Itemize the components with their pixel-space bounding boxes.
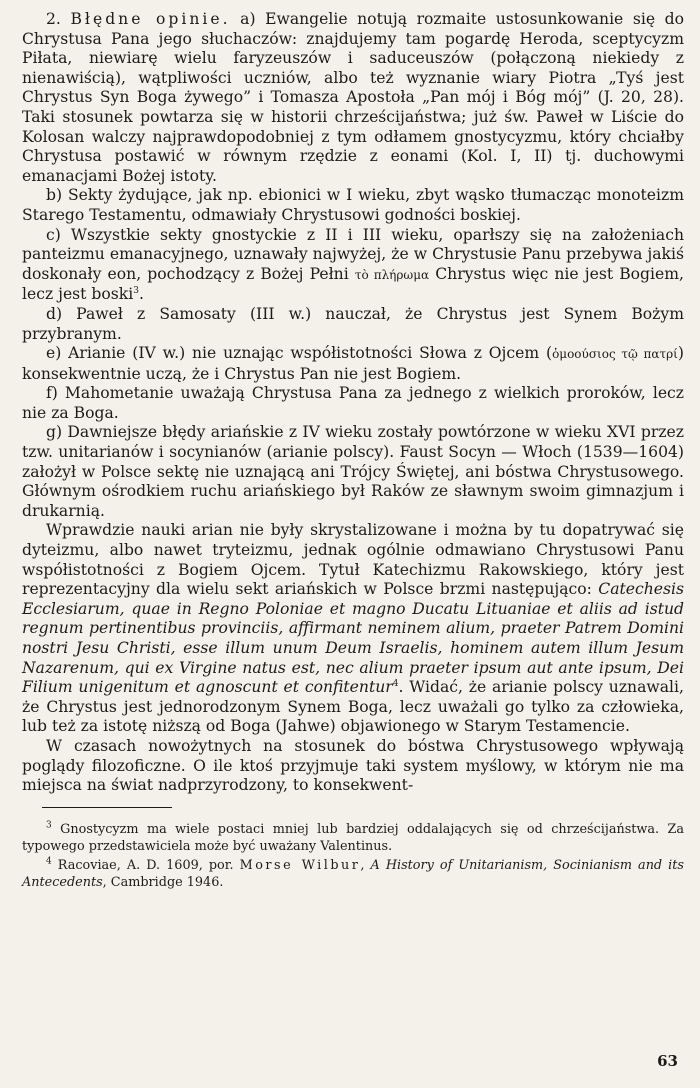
paragraph-c-gnostics <box>22 226 684 305</box>
paragraph-b-ebionites: b) Sekty żydujące, jak np. ebionici w I wieku, zbyt wąsko tłumacząc monoteizm Starego Testamentu, odmawiały Chrystusowi godności boskiej. <box>22 186 684 224</box>
paragraph-f-muslims: f) Mahometanie uważają Chrystusa Pana za jednego z wielkich proroków, lecz nie za Boga. <box>22 384 684 422</box>
paragraph-g-unitarians: g) Dawniejsze błędy ariańskie z IV wieku zostały powtórzone w wieku XVI przez tzw. unitarianów i socynianów (arianie polscy). Faust Socyn — Włoch (1539—1604) założył w Polsce sektę nie uznającą ani Trójcy Świętej, ani bóstwa Chrystusowego. Głównym ośrodkiem ruchu ariańskiego był Raków ze sławnym swoim gimnazjum i drukarnią. <box>22 423 684 520</box>
page-number: 63 <box>657 1052 678 1070</box>
paragraph-text: c) Wszystkie sekty gnostyckie z II i III wieku, oparłszy się na założeniach panteizmu emanacyjnego, uznawały najwyżej, że w Chrystusie Panu przebywa jakiś doskonały eon, pochodzący z Bożej Pełni <box>22 225 684 283</box>
footnotes <box>22 821 684 891</box>
paragraph-text: . <box>138 285 144 304</box>
footnote-text: , <box>360 857 371 873</box>
latin-title: Catechesis Ecclesiarum, quae in Regno Poloniae et magno Ducatu Lituaniae et aliis ad istud regnum pertinentibus provinciis, affirmant neminem alium, praeter Patrem Domini nostri Jesu Christi, esse illum unum Deum Israelis, hominem autem illum Jesum Nazarenum, qui ex Virgine natus est, nec alium praeter ipsum aut ante ipsum, Dei Filium unigenitum et agnoscunt et confitentur <box>22 580 684 697</box>
paragraph-modern-times: W czasach nowożytnych na stosunek do bóstwa Chrystusowego wpływają poglądy filozoficzne. O ile ktoś przyjmuje taki system myślowy, w którym nie ma miejsca na świat nadprzyrodzony, to konsekwent- <box>22 736 684 795</box>
footnote-number: 3 <box>46 820 52 831</box>
footnote-3 <box>22 821 684 855</box>
footnote-number: 4 <box>46 856 52 867</box>
footnote-4 <box>22 857 684 891</box>
paragraph-arian-teachings <box>22 521 684 737</box>
footnote-ref-3[interactable]: 3 <box>133 286 139 297</box>
paragraph-text: . Widać, że arianie polscy uznawali, że Chrystus jest jednorodzonym Synem Boga, lecz uważali go tylko za człowieka, lub też za istotę niższą od Boga (Jahwe) objawionego w Starym Testamencie. <box>22 678 684 736</box>
footnote-text: , Cambridge 1946. <box>102 874 224 890</box>
paragraph-text: a) Ewangelie notują rozmaite ustosunkowanie się do Chrystusa Pana jego słuchaczów: znajdujemy tam pogardę Heroda, sceptycyzm Piłata, niewiarę wielu faryzeuszów i saduceuszów (połączoną niekiedy z nienawiścią), wątpliwości uczniów, albo też wyznanie wiary Piotra „Tyś jest Chrystus Syn Boga żywego” i Tomasza Apostoła „Pan mój i Bóg mój” (J. 20, 28). Taki stosunek powtarza się w historii chrześcijaństwa; już św. Paweł w Liście do Kolosan walczy najprawdopodobniej z tym odłamem gnostycyzmu, który chciałby Chrystusa postawić w równym rzędzie z eonami (Kol. I, II) tj. duchowymi emanacjami Bożej istoty. <box>22 10 684 185</box>
section-heading: Błędne opinie. <box>70 10 231 28</box>
footnote-ref-4[interactable]: 4 <box>392 679 399 689</box>
greek-term: τὸ πλήρωμα <box>354 267 430 282</box>
paragraph-2-opinions <box>22 10 684 186</box>
paragraph-text: Chrystus więc nie jest Bogiem, lecz jest boski <box>22 264 685 304</box>
paragraph-e-arians <box>22 344 684 384</box>
paragraph-text: Wprawdzie nauki arian nie były skrystalizowane i można by tu dopatrywać się dyteizmu, albo nawet tryteizmu, jednak ogólnie odmawiano Chrystusowi Panu współistotności z Bogiem Ojcem. Tytuł Katechizmu Rakowskiego, który jest reprezentacyjny dla wielu sekt ariańskich w Polsce brzmi następująco: <box>22 521 684 599</box>
footnote-text: Gnostycyzm ma wiele postaci mniej lub bardziej oddalających się od chrześcijaństwa. Za typowego przedstawiciela może być uważany Valentinus. <box>22 821 684 854</box>
book-title: A History of Unitarianism, Socinianism and its Antecedents <box>22 857 684 890</box>
author-name: Morse Wilbur <box>239 857 361 873</box>
paragraph-d-samosata: d) Paweł z Samosaty (III w.) nauczał, że Chrystus jest Synem Bożym przybranym. <box>22 304 684 343</box>
paragraph-text: e) Arianie (IV w.) nie uznając współistotności Słowa z Ojcem ( <box>46 344 553 363</box>
section-number: 2. <box>46 10 61 28</box>
greek-term: ὁμοούσιος τῷ πατρί <box>552 347 678 362</box>
footnote-divider <box>42 807 172 808</box>
footnote-text: Racoviae, A. D. 1609, por. <box>51 857 240 873</box>
paragraph-text: ) konsekwentnie uczą, że i Chrystus Pan nie jest Bogiem. <box>22 344 684 383</box>
main-text <box>22 10 684 796</box>
